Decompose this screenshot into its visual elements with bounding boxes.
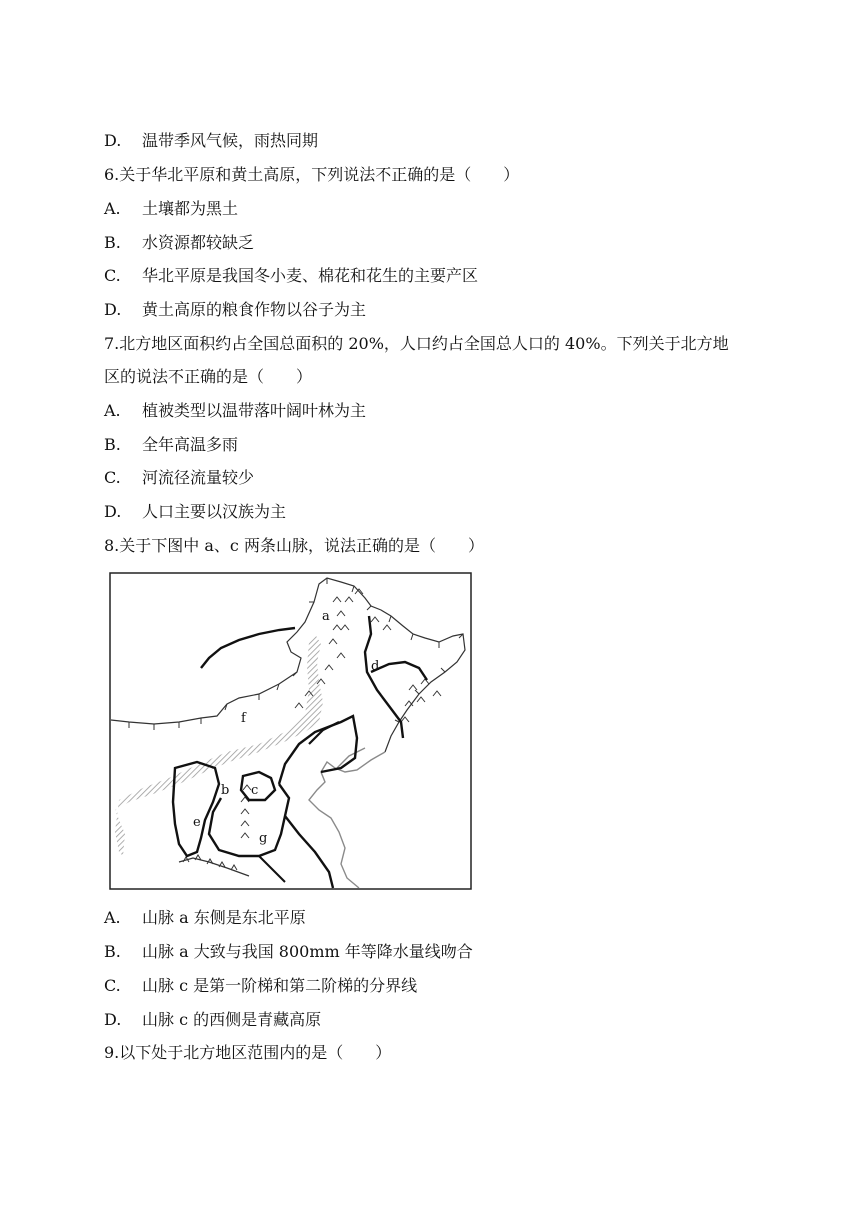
option-text: 全年高温多雨 <box>142 435 239 454</box>
option-label: A. <box>104 199 121 218</box>
q6-option-b <box>104 233 254 253</box>
q7-option-c <box>104 468 254 488</box>
option-text: 山脉 c 是第一阶梯和第二阶梯的分界线 <box>142 976 418 995</box>
q8-option-c <box>104 976 417 996</box>
option-label: D. <box>104 300 122 319</box>
option-text: 山脉 a 大致与我国 800mm 年等降水量线吻合 <box>142 942 473 961</box>
q7-stem-line2: 区的说法不正确的是（ ） <box>104 367 313 386</box>
option-text: 土壤都为黑土 <box>142 199 239 218</box>
option-text: 河流径流量较少 <box>142 468 255 487</box>
q7-stem-line1: 7.北方地区面积约占全国总面积的 20%，人口约占全国总人口的 40%。下列关于北方地 <box>104 334 729 353</box>
option-label: C. <box>104 468 121 487</box>
option-label: B. <box>104 435 121 454</box>
map-label-c: c <box>251 783 259 798</box>
option-label: A. <box>104 908 121 927</box>
q9-stem: 9.以下处于北方地区范围内的是（ ） <box>104 1043 392 1062</box>
option-label: C. <box>104 266 121 285</box>
q6-stem: 6.关于华北平原和黄土高原，下列说法不正确的是（ ） <box>104 165 520 184</box>
map-label-a: a <box>322 609 330 624</box>
q8-option-d <box>104 1010 321 1030</box>
q6-option-d <box>104 300 366 320</box>
option-label: C. <box>104 976 121 995</box>
q6-option-a <box>104 199 238 219</box>
option-text: 华北平原是我国冬小麦、棉花和花生的主要产区 <box>142 266 479 285</box>
q8-stem: 8.关于下图中 a、c 两条山脉，说法正确的是（ ） <box>104 536 484 555</box>
option-text: 黄土高原的粮食作物以谷子为主 <box>142 300 367 319</box>
option-text: 山脉 c 的西侧是青藏高原 <box>142 1010 322 1029</box>
option-text: 人口主要以汉族为主 <box>142 502 287 521</box>
q5-option-d <box>104 131 318 151</box>
option-label: B. <box>104 233 121 252</box>
map-label-g: g <box>259 831 268 846</box>
map-label-b: b <box>221 783 230 798</box>
option-label: D. <box>104 502 122 521</box>
option-label: A. <box>104 401 121 420</box>
q8-option-b <box>104 942 473 962</box>
q8-option-a <box>104 908 306 928</box>
option-text: 水资源都较缺乏 <box>142 233 255 252</box>
option-text: 山脉 a 东侧是东北平原 <box>142 908 306 927</box>
q6-option-c <box>104 266 478 286</box>
option-label: D. <box>104 131 122 150</box>
q7-option-b <box>104 435 238 455</box>
q7-option-a <box>104 401 366 421</box>
map-label-f: f <box>241 711 246 726</box>
northern-china-map <box>109 572 472 890</box>
q7-option-d <box>104 502 286 522</box>
map-label-d: d <box>371 659 380 674</box>
option-text: 温带季风气候，雨热同期 <box>142 131 319 150</box>
map-label-e: e <box>193 815 201 830</box>
option-label: D. <box>104 1010 122 1029</box>
option-label: B. <box>104 942 121 961</box>
option-text: 植被类型以温带落叶阔叶林为主 <box>142 401 367 420</box>
